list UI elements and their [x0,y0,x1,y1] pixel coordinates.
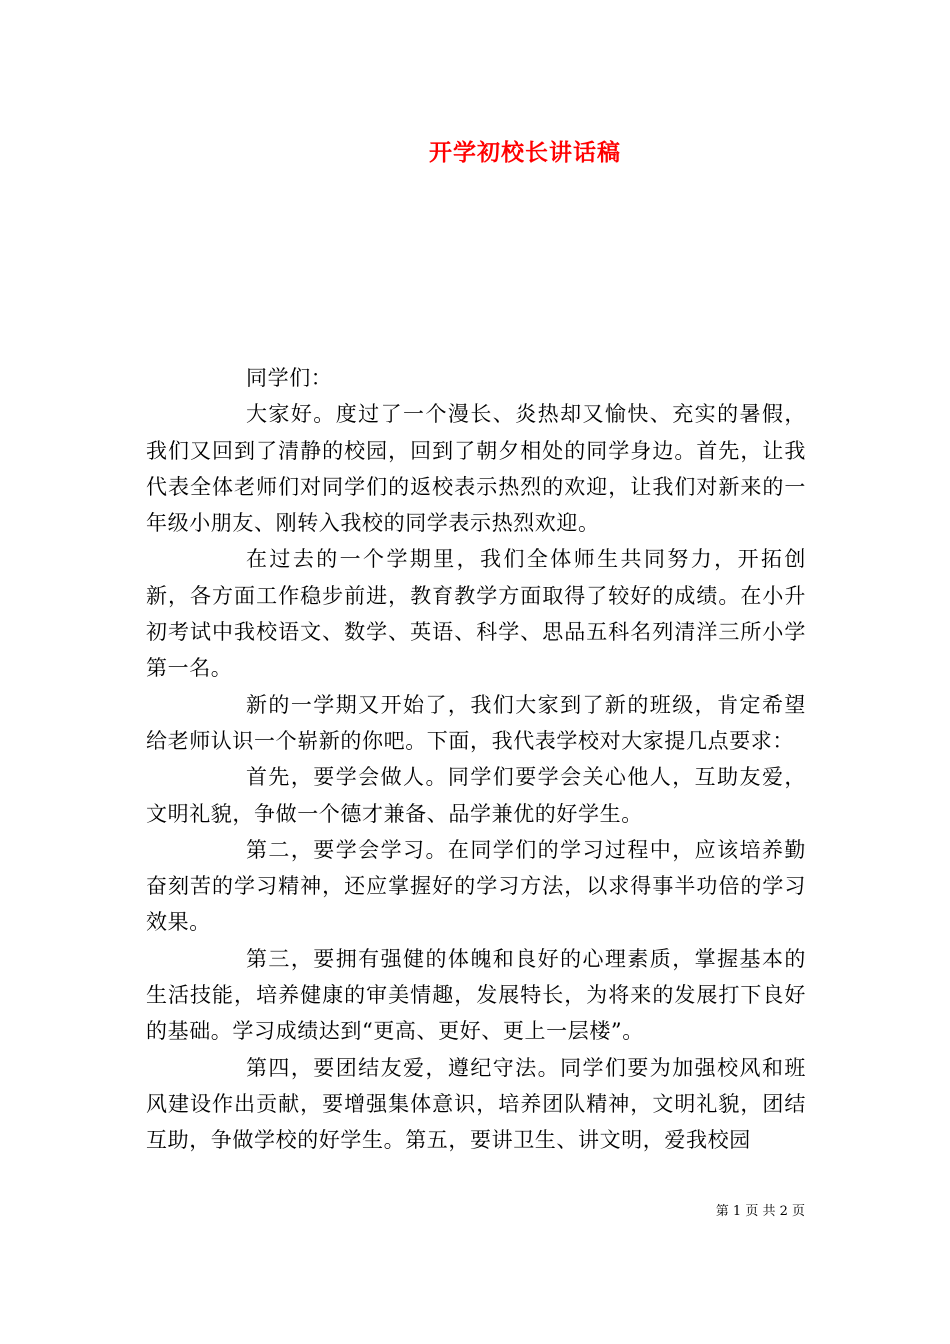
greeting-paragraph: 大家好。度过了一个漫长、炎热却又愉快、充实的暑假，我们又回到了清静的校园，回到了朝夕相处的同学身边。首先，让我代表全体老师们对同学们的返校表示热烈的欢迎，让我们对新来的一年级小朋友、刚转入我校的同学表示热烈欢迎。 [146,402,806,536]
achievement-paragraph: 在过去的一个学期里，我们全体师生共同努力，开拓创新，各方面工作稳步前进，教育教学方面取得了较好的成绩。在小升初考试中我校语文、数学、英语、科学、思品五科名列清洋三所小学第一名。 [146,547,806,681]
requirement-2-paragraph: 第二，要学会学习。在同学们的学习过程中，应该培养勤奋刻苦的学习精神，还应掌握好的学习方法，以求得事半功倍的学习效果。 [146,837,806,935]
salutation-paragraph: 同学们： [246,366,333,390]
requirement-1-paragraph: 首先，要学会做人。同学们要学会关心他人，互助友爱，文明礼貌，争做一个德才兼备、品学兼优的好学生。 [146,765,806,826]
document-title: 开学初校长讲话稿 [429,139,621,166]
new-semester-paragraph: 新的一学期又开始了，我们大家到了新的班级，肯定希望给老师认识一个崭新的你吧。下面，我代表学校对大家提几点要求： [146,692,806,753]
document-body [146,360,806,1159]
requirement-4-paragraph: 第四，要团结友爱，遵纪守法。同学们要为加强校风和班风建设作出贡献，要增强集体意识，培养团队精神，文明礼貌，团结互助，争做学校的好学生。第五，要讲卫生、讲文明，爱我校园 [146,1055,806,1153]
page-number: 第 1 页 共 2 页 [715,1204,805,1219]
requirement-3-paragraph: 第三，要拥有强健的体魄和良好的心理素质，掌握基本的生活技能，培养健康的审美情趣，发展特长，为将来的发展打下良好的基础。学习成绩达到“更高、更好、更上一层楼”。 [146,946,806,1044]
